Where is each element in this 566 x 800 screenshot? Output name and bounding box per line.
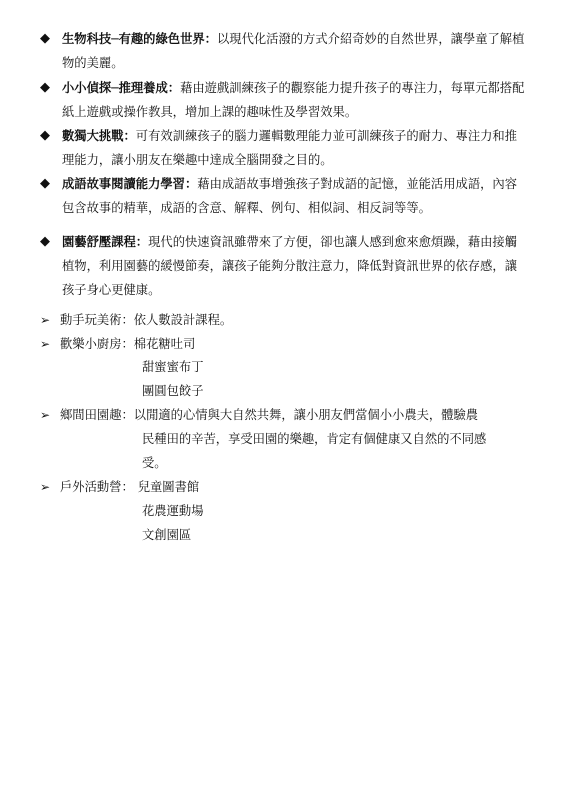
section-title: 生物科技─有趣的綠色世界： bbox=[62, 32, 217, 46]
section-title: 園藝舒壓課程： bbox=[62, 235, 149, 249]
arrow-bullet-icon: ➢ bbox=[40, 337, 51, 351]
subitem-kitchen-line-2: 甜蜜蜜布丁 bbox=[142, 360, 204, 374]
section-title: 小小偵探─推理養成： bbox=[62, 81, 181, 95]
arrow-bullet-icon: ➢ bbox=[40, 480, 51, 494]
subitem-farm-line-2: 民種田的辛苦，享受田園的樂趣，肯定有個健康又自然的不同感 bbox=[142, 432, 487, 446]
section-desc: 以現代化活潑的方式介紹奇妙的自然世界，讓學童了解植物的美麗。 bbox=[62, 32, 525, 70]
section-desc: 可有效訓練孩子的腦力邏輯數理能力並可訓練孩子的耐力、專注力和推理能力，讓小朋友在樂趣中達成全腦開發之目的。 bbox=[62, 129, 518, 167]
subitem-camp-line-2: 花農運動場 bbox=[142, 504, 204, 518]
section-title: 成語故事閱讀能力學習： bbox=[62, 177, 198, 191]
diamond-bullet-icon: ◆ bbox=[40, 176, 50, 191]
diamond-bullet-icon: ◆ bbox=[40, 80, 50, 95]
section-title: 數獨大挑戰： bbox=[62, 129, 136, 143]
diamond-bullet-icon: ◆ bbox=[40, 31, 50, 46]
subitem-camp-line-3: 文創園區 bbox=[142, 528, 192, 542]
section-biotech bbox=[40, 27, 526, 75]
arrow-bullet-icon: ➢ bbox=[40, 408, 51, 422]
subitem-kitchen-text: 歡樂小廚房：棉花糖吐司 bbox=[60, 337, 196, 351]
subitem-farm-line-3: 受。 bbox=[142, 456, 167, 470]
subitem-art-text: 動手玩美術：依人數設計課程。 bbox=[60, 313, 233, 327]
diamond-bullet-icon: ◆ bbox=[40, 128, 50, 143]
section-detective bbox=[40, 76, 526, 124]
section-desc: 藉由成語故事增強孩子對成語的記憶，並能活用成語，內容包含故事的精華，成語的含意、解釋、例句、相似詞、相反詞等等。 bbox=[62, 177, 518, 215]
diamond-bullet-icon: ◆ bbox=[40, 234, 50, 249]
section-idioms bbox=[40, 172, 526, 220]
section-desc: 現代的快速資訊雖帶來了方便，卻也讓人感到愈來愈煩躁，藉由接觸植物，利用園藝的緩慢節奏，讓孩子能夠分散注意力，降低對資訊世界的依存感，讓孩子身心更健康。 bbox=[62, 235, 518, 297]
subitem-farm-text: 鄉間田園趣：以閒適的心情與大自然共舞，讓小朋友們當個小小農夫，體驗農 bbox=[60, 408, 479, 422]
arrow-bullet-icon: ➢ bbox=[40, 313, 51, 327]
section-gardening bbox=[40, 230, 526, 302]
subitem-kitchen-line-3: 團圓包餃子 bbox=[142, 384, 204, 398]
section-desc: 藉由遊戲訓練孩子的觀察能力提升孩子的專注力，每單元都搭配紙上遊戲或操作教具，增加上課的趣味性及學習效果。 bbox=[62, 81, 525, 119]
section-sudoku bbox=[40, 124, 526, 172]
subitem-camp-text: 戶外活動營： 兒童圖書館 bbox=[60, 480, 200, 494]
